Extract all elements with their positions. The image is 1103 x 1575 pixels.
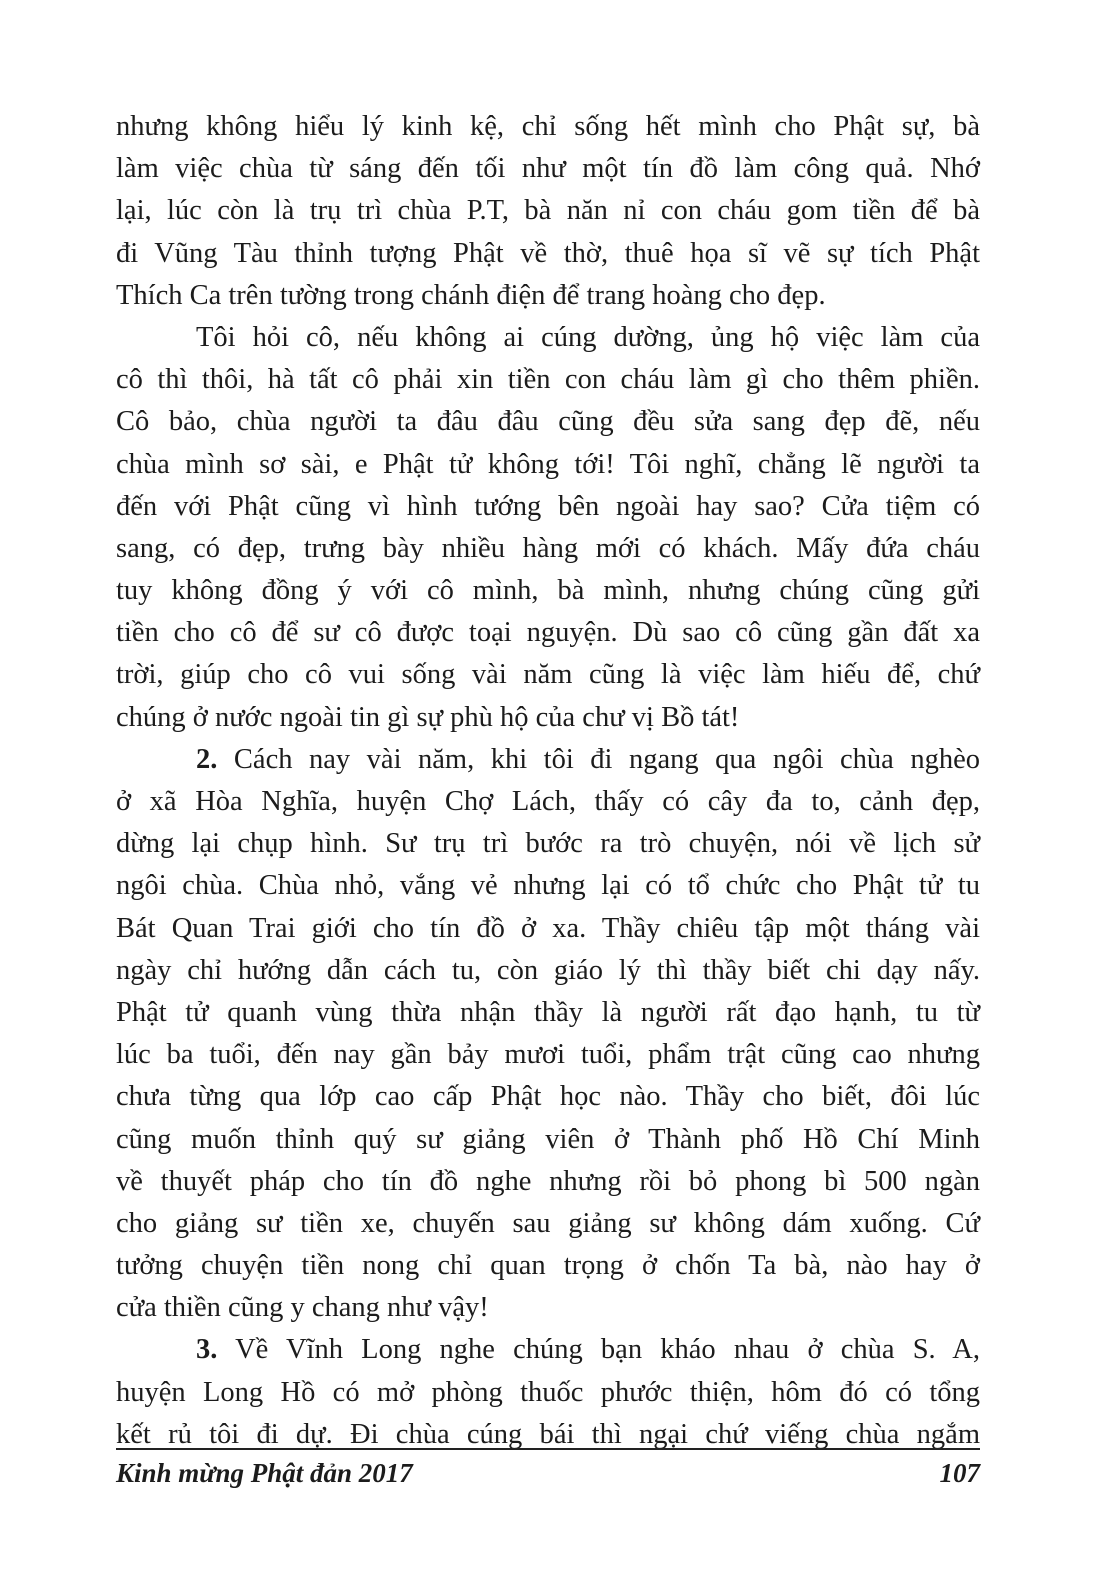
text-line: ngày chỉ hướng dẫn cách tu, còn giáo lý thì thầy biết chi dạy nấy. (116, 954, 980, 986)
text-line: cô thì thôi, hà tất cô phải xin tiền con cháu làm gì cho thêm phiền. (116, 364, 980, 396)
text-line: huyện Long Hồ có mở phòng thuốc phước thiện, hôm đó có tổng (116, 1376, 980, 1408)
footer-divider (116, 1448, 980, 1450)
text-line: cho giảng sư tiền xe, chuyến sau giảng sư không dám xuống. Cứ (116, 1207, 980, 1239)
text-line: dừng lại chụp hình. Sư trụ trì bước ra trò chuyện, nói về lịch sử (116, 828, 980, 860)
text-line: tuy không đồng ý với cô mình, bà mình, nhưng chúng cũng gửi (116, 575, 980, 607)
page-footer (116, 1458, 980, 1498)
paragraph-number: 2. (196, 743, 218, 775)
text-line: cửa thiền cũng y chang như vậy! (116, 1292, 489, 1324)
text-line: chúng ở nước ngoài tin gì sự phù hộ của chư vị Bồ tát! (116, 701, 740, 733)
text-line: sang, có đẹp, trưng bày nhiều hàng mới có khách. Mấy đứa cháu (116, 532, 980, 564)
text-line (116, 1329, 980, 1371)
text-line: lại, lúc còn là trụ trì chùa P.T, bà năn nỉ con cháu gom tiền để bà (116, 195, 980, 227)
text-line: tiền cho cô để sư cô được toại nguyện. Dù sao cô cũng gần đất xa (116, 617, 980, 649)
text-line: lúc ba tuổi, đến nay gần bảy mươi tuổi, phẩm trật cũng cao nhưng (116, 1039, 980, 1071)
text-line: Bát Quan Trai giới cho tín đồ ở xa. Thầy chiêu tập một tháng vài (116, 912, 980, 944)
text-line: về thuyết pháp cho tín đồ nghe nhưng rồi bỏ phong bì 500 ngàn (116, 1165, 980, 1197)
body-text (116, 106, 980, 1456)
text-line: cũng muốn thỉnh quý sư giảng viên ở Thành phố Hồ Chí Minh (116, 1123, 980, 1155)
text-line: Phật tử quanh vùng thừa nhận thầy là người rất đạo hạnh, tu từ (116, 996, 980, 1028)
paragraph-number: 3. (196, 1334, 218, 1366)
text-line-content: Cách nay vài năm, khi tôi đi ngang qua ngôi chùa nghèo (233, 743, 981, 775)
text-line: ngôi chùa. Chùa nhỏ, vắng vẻ nhưng lại có tổ chức cho Phật tử tu (116, 870, 980, 902)
text-line: kết rủ tôi đi dự. Đi chùa cúng bái thì ngại chứ viếng chùa ngắm (116, 1418, 980, 1450)
page-number: 107 (939, 1458, 980, 1488)
text-line: Cô bảo, chùa người ta đâu đâu cũng đều sửa sang đẹp đẽ, nếu (116, 406, 980, 438)
text-line: trời, giúp cho cô vui sống vài năm cũng là việc làm hiếu để, chứ (116, 659, 980, 691)
text-line: đến với Phật cũng vì hình tướng bên ngoài hay sao? Cửa tiệm có (116, 490, 980, 522)
text-line: tưởng chuyện tiền nong chỉ quan trọng ở chốn Ta bà, nào hay ở (116, 1250, 980, 1282)
text-line-content: Về Vĩnh Long nghe chúng bạn kháo nhau ở chùa S. A, (235, 1334, 980, 1366)
text-line (116, 739, 980, 781)
text-line: chưa từng qua lớp cao cấp Phật học nào. Thầy cho biết, đôi lúc (116, 1081, 980, 1113)
text-line: Tôi hỏi cô, nếu không ai cúng dường, ủng hộ việc làm của (196, 321, 980, 353)
text-line: chùa mình sơ sài, e Phật tử không tới! Tôi nghĩ, chẳng lẽ người ta (116, 448, 980, 480)
text-line: làm việc chùa từ sáng đến tối như một tín đồ làm công quả. Nhớ (116, 153, 980, 185)
text-line: nhưng không hiểu lý kinh kệ, chỉ sống hết mình cho Phật sự, bà (116, 111, 980, 142)
text-line: Thích Ca trên tường trong chánh điện để trang hoàng cho đẹp. (116, 279, 826, 311)
footer-book-title: Kinh mừng Phật đản 2017 (116, 1458, 413, 1488)
text-line: đi Vũng Tàu thỉnh tượng Phật về thờ, thuê họa sĩ vẽ sự tích Phật (116, 237, 980, 269)
text-line: ở xã Hòa Nghĩa, huyện Chợ Lách, thấy có cây đa to, cảnh đẹp, (116, 786, 980, 817)
